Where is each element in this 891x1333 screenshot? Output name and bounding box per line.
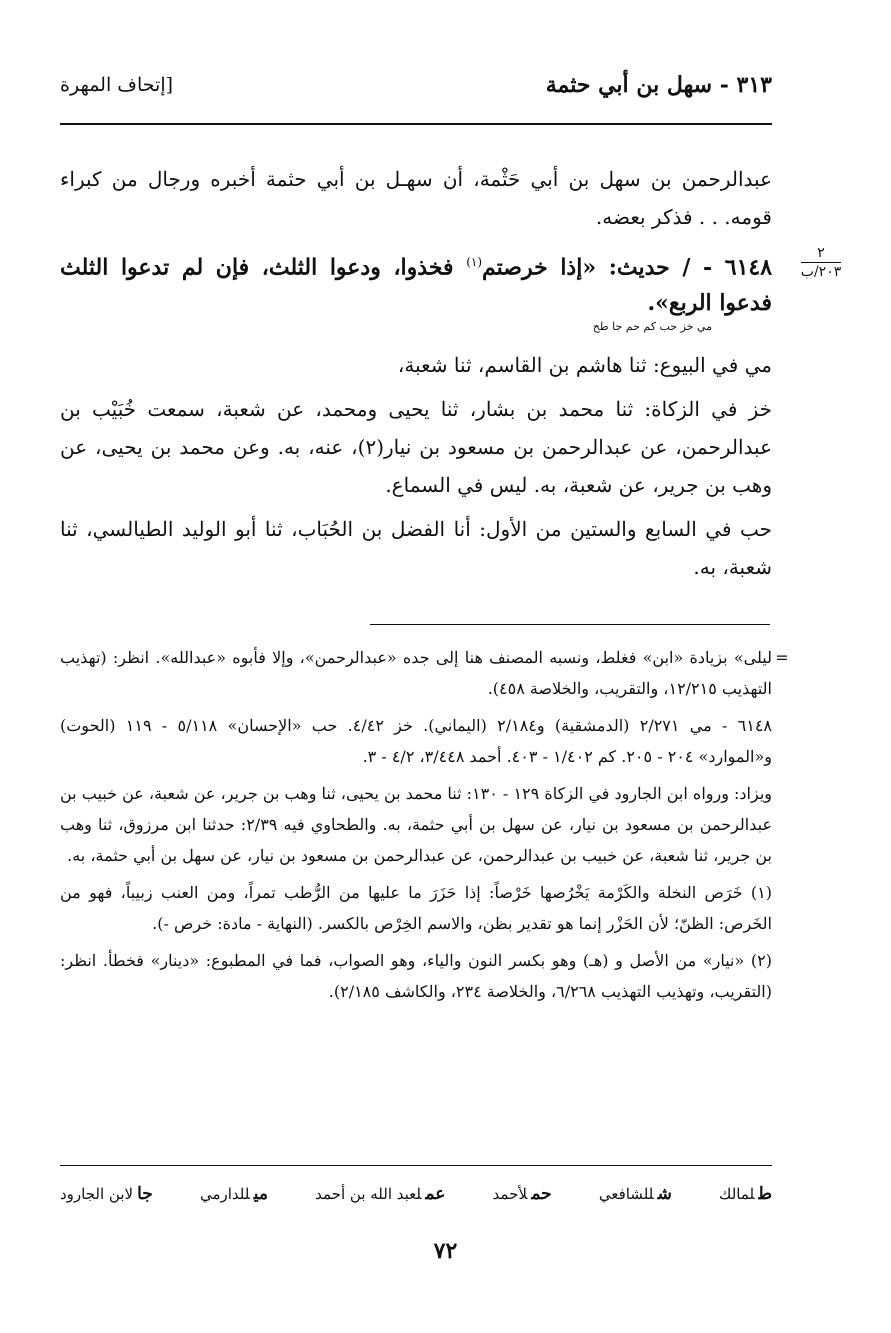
margin-fraction-line — [801, 262, 841, 263]
hadith-number: ٦١٤٨ — [724, 254, 773, 281]
legend-abbr: حم — [531, 1184, 552, 1204]
page-number: ٧٢ — [433, 1238, 458, 1264]
book-title: [إتحاف المهرة — [60, 74, 174, 96]
footnote-additions: ويزاد: ورواه ابن الجارود في الزكاة ١٢٩ - ١٣٠: ثنا محمد بن يحيى، ثنا وهب بن جرير، عن شعبة، عن خبيب بن عبدالرحمن بن مسعود بن نيار، عن سهل بن أبي حثمة، به. والطحاوي فيه ٢/٣٩: حدثنا ابن مرزوق، ثنا وهب بن جرير، ثنا شعبة، عن خبيب بن عبدالرحمن، عن عبدالرحمن بن مسعود بن نيار، عن سهل بن أبي حثمة، به. — [60, 784, 773, 865]
legend-name: للشافعي — [598, 1185, 654, 1203]
hb-paragraph: حب في السابع والستين من الأول: أنا الفضل بن الحُبَاب، ثنا أبو الوليد الطيالسي، ثنا شعبة، به. — [60, 517, 772, 579]
legend-abbr: عم — [425, 1184, 446, 1204]
section-title: ٣١٣ - سهل بن أبي حثمة — [545, 72, 772, 98]
footnote-continued: ليلى» بزيادة «ابن» فغلط، ونسبه المصنف هنا إلى جده «عبدالرحمن»، وإلا فأبوه «عبدالله». انظر: (تهذيب التهذيب ١٢/٢١٥، والتقريب، والخلاصة ٤٥٨). — [60, 648, 772, 698]
legend-name: لعبد الله بن أحمد — [315, 1185, 422, 1203]
legend-item — [719, 1184, 772, 1204]
margin-note-top: ٢ — [817, 245, 825, 261]
sigla-legend — [60, 1184, 772, 1204]
running-header — [60, 72, 772, 112]
hadith-label: - / حديث: — [608, 254, 713, 281]
header-rule — [60, 123, 772, 125]
footnotes-block — [60, 642, 772, 1013]
footnote-continuation-mark: = — [775, 648, 789, 667]
legend-abbr: ط — [758, 1184, 772, 1204]
legend-item — [599, 1184, 672, 1204]
margin-folio-note — [795, 244, 847, 281]
legend-item — [200, 1184, 268, 1204]
footnote-6148-sources: ٦١٤٨ - مي ٢/٢٧١ (الدمشقية) و٢/١٨٤ (اليماني). خز ٤/٤٢. حب «الإحسان» ٥/١١٨ - ١١٩ (الحوت) و«الموارد» ٢٠٤ - ٢٠٥. كم ١/٤٠٢ - ٤٠٣. أحمد ٣/٤٤٨، ٤/٢ - ٣. — [60, 716, 773, 766]
mi-paragraph: مي في البيوع: ثنا هاشم بن القاسم، ثنا شعبة، — [397, 353, 772, 377]
footnote-ref-1: (١) — [466, 255, 483, 269]
legend-abbr: مي — [253, 1184, 268, 1204]
legend-item — [315, 1184, 445, 1204]
hadith-text-part2: فخذوا، ودعوا الثلث، فإن لم تدعوا الثلث فدعوا الربع». — [60, 254, 772, 317]
legend-item — [60, 1184, 153, 1204]
legend-name: لأحمد — [492, 1185, 528, 1203]
intro-paragraph: عبدالرحمن بن سهل بن أبي حَثْمة، أن سهـل بن أبي حثمة أخبره ورجال من كبراء قومه. . . فذكر بعضه. — [60, 167, 772, 229]
khz-paragraph: خز في الزكاة: ثنا محمد بن بشار، ثنا يحيى ومحمد، عن شعبة، سمعت خُبَيْب بن عبدالرحمن، عن عبدالرحمن بن مسعود بن نيار(٢)، عنه، به. وعن محمد بن يحيى، عن وهب بن جرير، عن شعبة، به. ليس في السماع. — [60, 397, 773, 497]
legend-name: لابن الجارود — [60, 1185, 134, 1203]
legend-name: لمالك — [719, 1185, 755, 1203]
margin-note-bottom: ٢٠٣/ب — [800, 264, 842, 280]
legend-name: للدارمي — [199, 1185, 250, 1203]
footnote-2: (٢) «نيار» من الأصل و (هـ) وهو بكسر النون والياء، وهو الصواب، فما في المطبوع: «دينار» فخطأ. انظر: (التقريب، وتهذيب التهذيب ٦/٢٦٨، والخلاصة ٢٣٤، والكاشف ٢/١٨٥). — [60, 951, 772, 1001]
legend-abbr: ش — [657, 1184, 672, 1204]
legend-abbr: جا — [137, 1184, 153, 1204]
footnote-separator — [370, 624, 770, 625]
footnote-1: (١) خَرَص النخلة والكَرْمة يَخْرُصها خَرْصاً: إذا حَزَرَ ما عليها من الرُّطب تمراً، ومن العنب زبيباً، فهو من الخَرص: الظنّ؛ لأن الحَزْر إنما هو تقدير بظن، والاسم الخِرْص بالكسر. (النهاية - مادة: خرص -). — [60, 883, 772, 933]
hadith-sigla: مي خز حب كم حم جا طح — [592, 320, 712, 334]
hadith-paragraph — [60, 244, 772, 333]
legend-separator — [60, 1165, 772, 1166]
legend-item — [493, 1184, 552, 1204]
hadith-text-part1: «إذا خرصتم — [482, 254, 597, 281]
